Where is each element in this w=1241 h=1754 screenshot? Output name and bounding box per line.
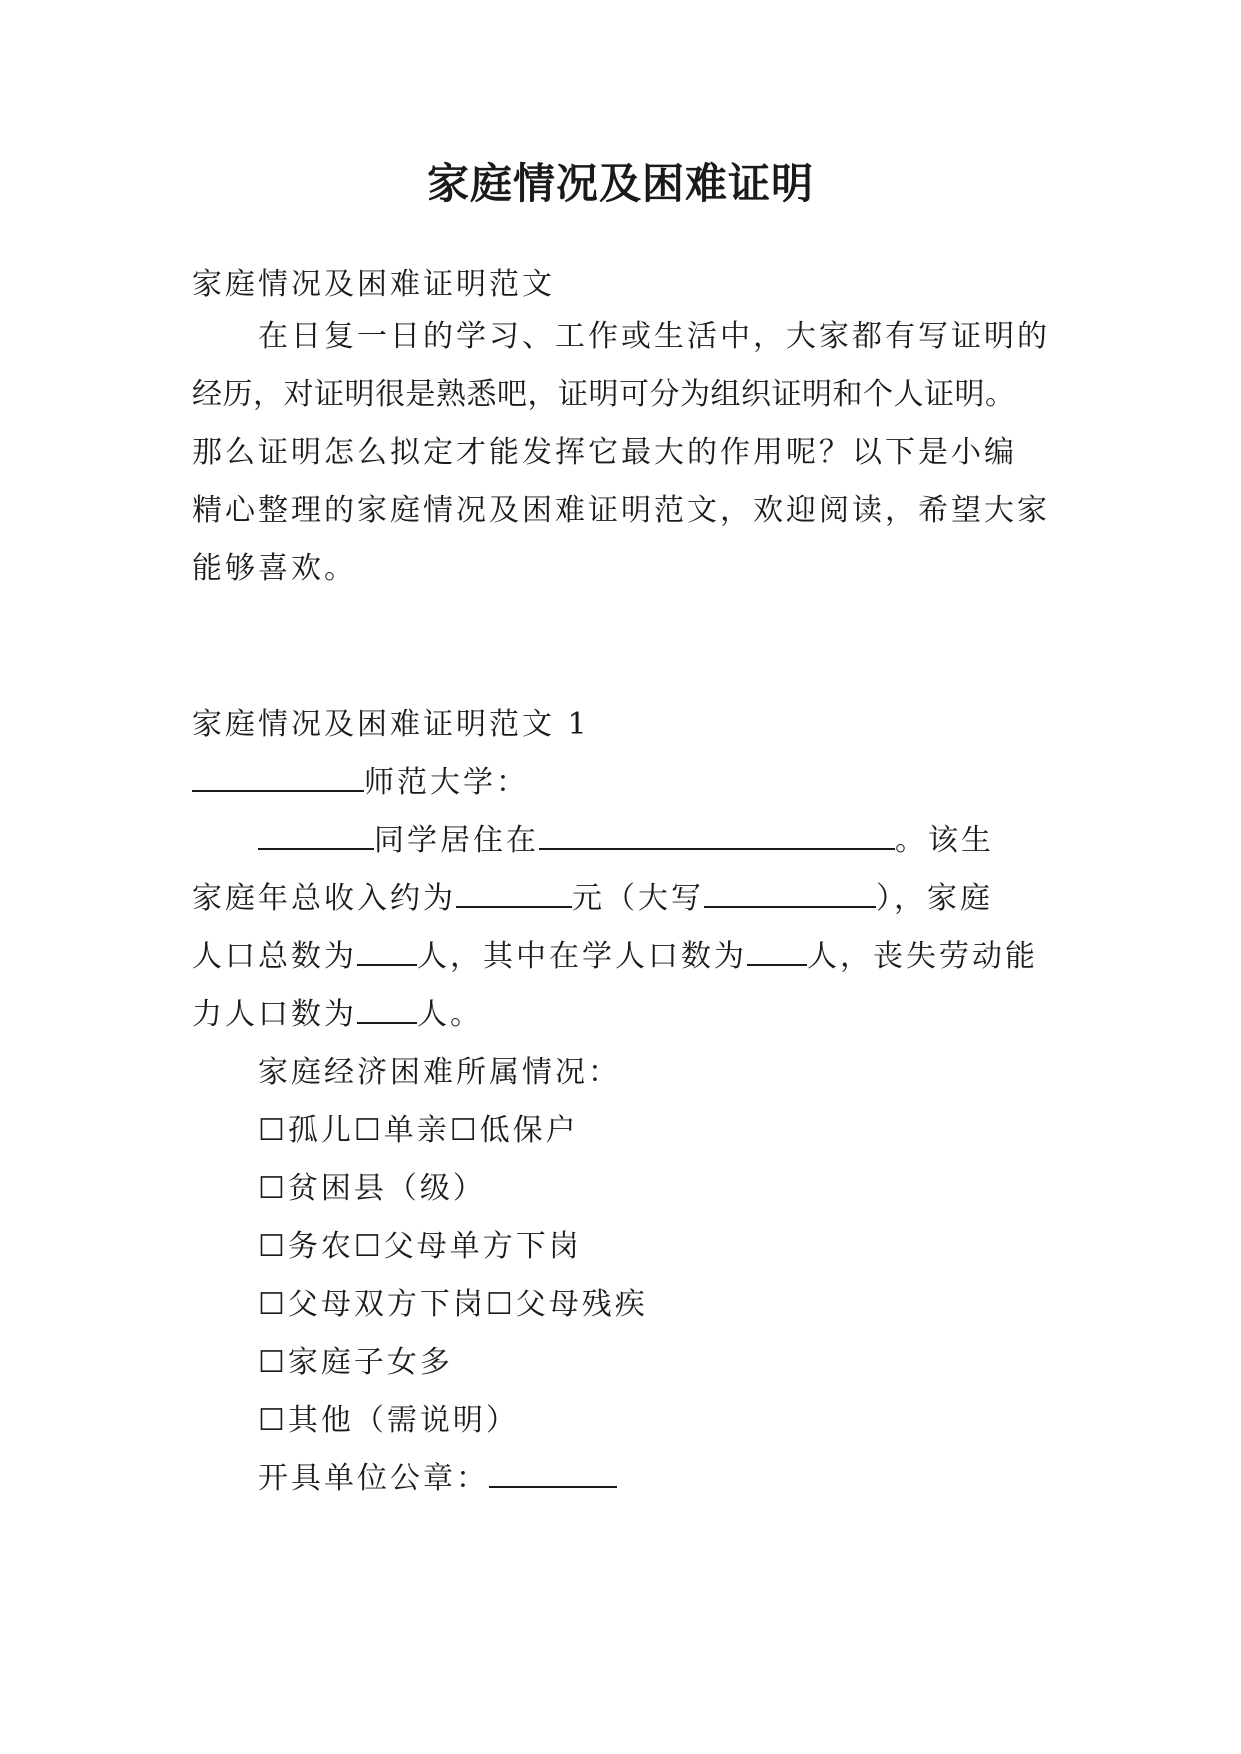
intro-line: 那么证明怎么拟定才能发挥它最大的作用呢？以下是小编 xyxy=(192,435,1017,470)
blank-student-name xyxy=(258,826,374,850)
intro-line: 精心整理的家庭情况及困难证明范文，欢迎阅读，希望大家 xyxy=(192,493,1050,528)
checkbox-line: ☐其他（需说明） xyxy=(258,1403,519,1438)
blank-school-name xyxy=(192,768,364,792)
section-heading: 家庭情况及困难证明范文 xyxy=(192,267,555,302)
intro-line: 经历，对证明很是熟悉吧，证明可分为组织证明和个人证明。 xyxy=(192,377,1016,412)
form-line: 力人口数为 人。 xyxy=(192,997,483,1032)
checkbox-line: ☐孤儿☐单亲☐低保户 xyxy=(258,1113,579,1148)
addressee-line: 师范大学： xyxy=(192,754,529,812)
form-line: 家庭年总收入约为 元（大写 ），家庭 xyxy=(192,881,993,916)
blank-students xyxy=(747,942,807,966)
blank-population xyxy=(357,942,417,966)
checkbox-line: ☐家庭子女多 xyxy=(258,1345,453,1380)
form-line: 人口总数为 人，其中在学人口数为 人，丧失劳动能 xyxy=(192,939,1038,974)
checkbox-line: ☐贫困县（级） xyxy=(258,1171,486,1206)
blank-seal xyxy=(489,1464,617,1488)
form-line: 同学居住在 。该生 xyxy=(258,812,994,870)
sample-heading: 家庭情况及困难证明范文 1 xyxy=(192,707,590,742)
hardship-label: 家庭经济困难所属情况： xyxy=(258,1055,621,1090)
document-title: 家庭情况及困难证明 xyxy=(426,159,814,208)
blank-disabled-count xyxy=(357,1000,417,1024)
checkbox-line: ☐父母双方下岗☐父母残疾 xyxy=(258,1287,648,1322)
checkbox-line: ☐务农☐父母单方下岗 xyxy=(258,1229,582,1264)
blank-income xyxy=(456,884,572,908)
seal-line: 开具单位公章： xyxy=(258,1450,617,1508)
intro-line: 能够喜欢。 xyxy=(192,551,357,586)
blank-address xyxy=(539,826,895,850)
blank-income-uppercase xyxy=(704,884,876,908)
intro-line: 在日复一日的学习、工作或生活中，大家都有写证明的 xyxy=(258,319,1050,354)
